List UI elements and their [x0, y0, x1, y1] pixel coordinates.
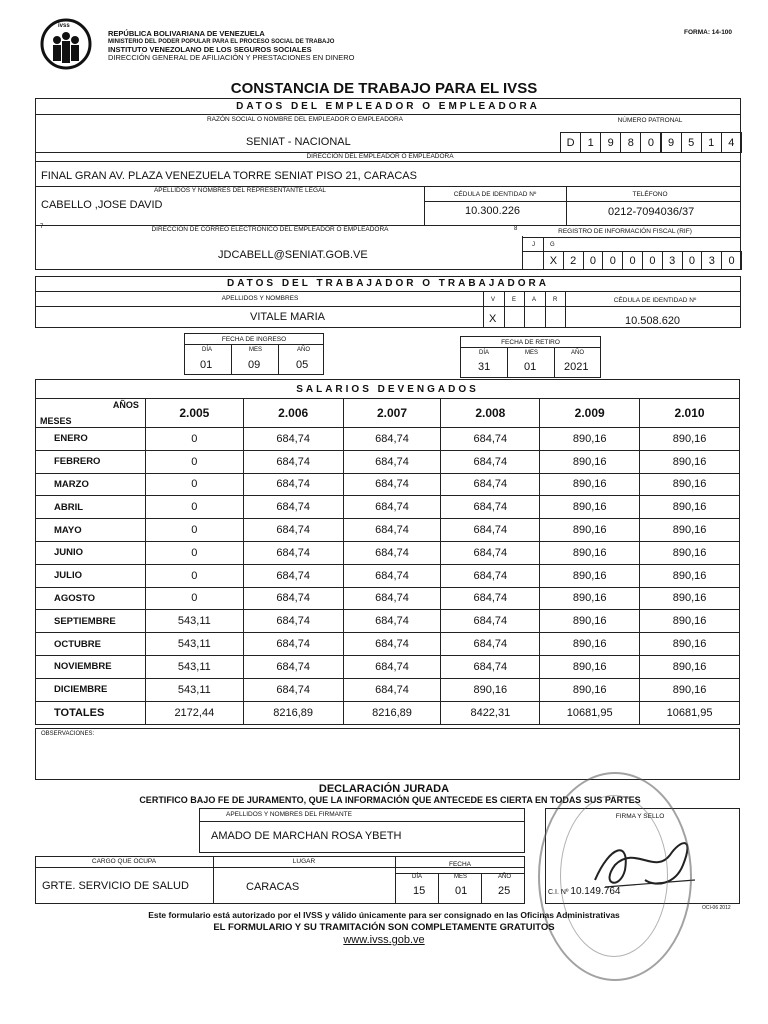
rif-digit-2: 2 [563, 251, 584, 270]
salary-cell: 684,74 [343, 633, 441, 656]
header-direction: DIRECCIÓN GENERAL DE AFILIACIÓN Y PRESTACIONES EN DINERO [108, 53, 355, 62]
correo-value: JDCABELL@SENIAT.GOB.VE [218, 249, 368, 261]
salary-cell: 684,74 [343, 496, 441, 519]
fecha-retiro-dia-label: DÍA [479, 350, 490, 356]
salary-cell: 684,74 [343, 564, 441, 587]
salary-cell: 684,74 [243, 655, 343, 678]
salary-cell: 0 [145, 541, 243, 564]
fecha-decl-mes-label: MES [454, 874, 468, 880]
rif-digit-7: 3 [662, 251, 683, 270]
salary-cell: 684,74 [441, 587, 540, 610]
footer-line1: Este formulario está autorizado por el IVSS y válido únicamente para ser consignado en las Oficinas Administrativas [148, 910, 620, 920]
worker-cedula-label: CÉDULA DE IDENTIDAD Nº [613, 297, 697, 304]
ci-firmante-label: C.I. Nº [548, 889, 569, 896]
table-row [36, 496, 740, 519]
fecha-ingreso-label: FECHA DE INGRESO [221, 336, 287, 343]
patronal-digit-5: 0 [640, 132, 661, 153]
salary-cell: 890,16 [640, 633, 740, 656]
salary-cell: 0 [145, 428, 243, 451]
anos-meses-header [36, 399, 146, 428]
header-republic: REPÚBLICA BOLIVARIANA DE VENEZUELA [108, 29, 265, 38]
ivss-logo [40, 18, 92, 70]
salary-cell: 890,16 [540, 496, 640, 519]
salary-cell: 0 [145, 587, 243, 610]
patronal-label: NÚMERO PATRONAL [617, 117, 683, 124]
page-title: CONSTANCIA DE TRABAJO PARA EL IVSS [230, 80, 538, 97]
table-row [36, 564, 740, 587]
total-cell: 10681,95 [640, 701, 740, 724]
patronal-digit-3: 9 [600, 132, 621, 153]
lugar-value: CARACAS [246, 881, 300, 893]
table-row [36, 633, 740, 656]
salary-cell: 684,74 [441, 496, 540, 519]
salary-cell: 684,74 [243, 633, 343, 656]
declaracion-title: DECLARACIÓN JURADA [318, 783, 450, 795]
salary-cell: 890,16 [640, 496, 740, 519]
fecha-ingreso-mes-label: MES [249, 347, 263, 353]
salary-cell: 684,74 [343, 450, 441, 473]
patronal-digit-2: 1 [580, 132, 601, 153]
salary-cell: 890,16 [540, 564, 640, 587]
total-cell: 8422,31 [441, 701, 540, 724]
fecha-ingreso-ano-label: AÑO [297, 347, 311, 353]
footer-url[interactable]: www.ivss.gob.ve [343, 934, 425, 946]
year-header: 2.009 [540, 399, 640, 428]
table-row [36, 610, 740, 633]
totals-label: TOTALES [36, 701, 146, 724]
total-cell: 8216,89 [343, 701, 441, 724]
salary-cell: 890,16 [640, 610, 740, 633]
year-header: 2.008 [441, 399, 540, 428]
total-cell: 2172,44 [145, 701, 243, 724]
year-header: 2.010 [640, 399, 740, 428]
month-label: NOVIEMBRE [36, 655, 146, 678]
worker-name-value: VITALE MARIA [250, 311, 325, 323]
salary-cell: 684,74 [343, 519, 441, 542]
salary-cell: 684,74 [343, 587, 441, 610]
salary-cell: 684,74 [243, 519, 343, 542]
patronal-digit-8: 1 [701, 132, 722, 153]
patronal-digit-6: 9 [661, 132, 682, 153]
rif-label: REGISTRO DE INFORMACIÓN FISCAL (RIF) [558, 228, 692, 235]
month-label: OCTUBRE [36, 633, 146, 656]
salary-cell: 890,16 [640, 428, 740, 451]
salary-cell: 543,11 [145, 678, 243, 701]
salary-cell: 0 [145, 564, 243, 587]
totals-row [36, 701, 740, 724]
salary-cell: 684,74 [441, 610, 540, 633]
salary-cell: 890,16 [540, 587, 640, 610]
worker-name-label: APELLIDOS Y NOMBRES [221, 295, 299, 302]
worker-v-label: V [491, 297, 496, 303]
cedula-rep-value: 10.300.226 [465, 205, 521, 217]
rif-j-label: J [532, 242, 535, 248]
salary-cell: 684,74 [441, 655, 540, 678]
salary-cell: 890,16 [540, 428, 640, 451]
salary-cell: 890,16 [540, 655, 640, 678]
fecha-retiro-ano-label: AÑO [571, 350, 585, 356]
salary-cell: 0 [145, 519, 243, 542]
rif-digit-6: 0 [642, 251, 663, 270]
logo-text: ivss [58, 23, 70, 29]
fecha-decl-label: FECHA [448, 861, 472, 868]
salary-cell: 684,74 [441, 564, 540, 587]
fecha-ingreso-dia-label: DÍA [202, 347, 213, 353]
telefono-label: TELÉFONO [632, 191, 668, 198]
salary-cell: 684,74 [243, 564, 343, 587]
salary-cell: 890,16 [640, 564, 740, 587]
header-ministry: MINISTERIO DEL PODER POPULAR PARA EL PROCESO SOCIAL DE TRABAJO [108, 39, 335, 45]
fecha-decl-ano-label: AÑO [498, 874, 512, 880]
salary-cell: 890,16 [640, 587, 740, 610]
representante-value: CABELLO ,JOSE DAVID [41, 199, 163, 211]
meses-label: MESES [40, 416, 72, 426]
patronal-digit-9: 4 [721, 132, 742, 153]
fecha-ingreso-ano: 05 [296, 359, 309, 371]
salary-cell: 890,16 [640, 541, 740, 564]
telefono-value: 0212-7094036/37 [608, 206, 695, 218]
footer-code: OCI-06 2012 [702, 905, 731, 911]
worker-e-label: E [512, 297, 517, 303]
fecha-decl-mes: 01 [455, 885, 468, 897]
salary-cell: 684,74 [243, 678, 343, 701]
salary-cell: 684,74 [441, 428, 540, 451]
salary-cell: 684,74 [441, 519, 540, 542]
header-institute: INSTITUTO VENEZOLANO DE LOS SEGUROS SOCIALES [108, 45, 312, 54]
month-label: DICIEMBRE [36, 678, 146, 701]
salary-cell: 684,74 [243, 496, 343, 519]
observaciones-label: OBSERVACIONES: [41, 731, 95, 737]
salary-cell: 0 [145, 473, 243, 496]
observaciones-box [35, 728, 740, 780]
direccion-value: FINAL GRAN AV. PLAZA VENEZUELA TORRE SENIAT PISO 21, CARACAS [41, 170, 417, 182]
table-row [36, 655, 740, 678]
table-row [36, 678, 740, 701]
salary-cell: 0 [145, 496, 243, 519]
table-row [36, 450, 740, 473]
worker-cedula-value: 10.508.620 [625, 315, 681, 327]
salary-cell: 543,11 [145, 610, 243, 633]
cargo-value: GRTE. SERVICIO DE SALUD [42, 880, 189, 892]
salary-table [35, 398, 740, 725]
direccion-label: DIRECCIÓN DEL EMPLEADOR O EMPLEADORA [306, 153, 454, 160]
total-cell: 8216,89 [243, 701, 343, 724]
fecha-ingreso-mes: 09 [248, 359, 261, 371]
salary-cell: 543,11 [145, 633, 243, 656]
table-row [36, 587, 740, 610]
salary-cell: 890,16 [640, 655, 740, 678]
salary-cell: 0 [145, 450, 243, 473]
patronal-digit-4: 8 [620, 132, 641, 153]
year-header: 2.005 [145, 399, 243, 428]
salary-cell: 890,16 [540, 450, 640, 473]
fecha-retiro-mes: 01 [524, 361, 537, 373]
salary-cell: 684,74 [343, 428, 441, 451]
employer-section-title: DATOS DEL EMPLEADOR O EMPLEADORA [236, 101, 540, 112]
fecha-ingreso-dia: 01 [200, 359, 213, 371]
footer-line2: EL FORMULARIO Y SU TRAMITACIÓN SON COMPLETAMENTE GRATUITOS [213, 922, 555, 933]
firmante-value: AMADO DE MARCHAN ROSA YBETH [211, 830, 402, 842]
table-row [36, 473, 740, 496]
month-label: AGOSTO [36, 587, 146, 610]
total-cell: 10681,95 [540, 701, 640, 724]
salary-cell: 890,16 [540, 678, 640, 701]
salary-cell: 684,74 [441, 450, 540, 473]
salary-cell: 684,74 [343, 610, 441, 633]
salary-cell: 890,16 [540, 610, 640, 633]
rif-digit-5: 0 [622, 251, 643, 270]
worker-r-label: R [553, 297, 558, 303]
patronal-digit-1: D [560, 132, 581, 153]
salarios-section-title: SALARIOS DEVENGADOS [296, 384, 479, 395]
anos-label: AÑOS [112, 400, 139, 410]
table-row [36, 428, 740, 451]
salary-cell: 684,74 [441, 473, 540, 496]
salary-cell: 684,74 [243, 610, 343, 633]
fecha-decl-dia-label: DÍA [412, 874, 423, 880]
form-number: FORMA: 14-100 [684, 29, 733, 36]
rif-digit-9: 3 [701, 251, 722, 270]
salary-cell: 684,74 [243, 428, 343, 451]
salary-cell: 684,74 [441, 633, 540, 656]
firma-label: FIRMA Y SELLO [615, 813, 665, 820]
salary-cell: 684,74 [243, 541, 343, 564]
rif-digit-3: 0 [583, 251, 604, 270]
worker-v-mark: X [489, 313, 497, 325]
fecha-retiro-ano: 2021 [564, 361, 589, 373]
rif-digit-1: X [543, 251, 564, 270]
salary-cell: 684,74 [441, 541, 540, 564]
declaracion-text: CERTIFICO BAJO FE DE JURAMENTO, QUE LA INFORMACIÓN QUE ANTECEDE ES CIERTA EN TODAS SUS PARTES [139, 795, 641, 805]
salary-cell: 890,16 [441, 678, 540, 701]
rif-digit-8: 0 [682, 251, 703, 270]
patronal-digit-7: 5 [681, 132, 702, 153]
worker-a-label: A [532, 297, 537, 303]
table-row [36, 519, 740, 542]
fecha-retiro-label: FECHA DE RETIRO [501, 339, 560, 346]
salary-cell: 890,16 [640, 678, 740, 701]
salary-cell: 890,16 [540, 633, 640, 656]
month-label: ABRIL [36, 496, 146, 519]
salary-cell: 890,16 [540, 541, 640, 564]
worker-section-title: DATOS DEL TRABAJADOR O TRABAJADORA [226, 278, 549, 289]
year-header: 2.006 [243, 399, 343, 428]
salary-cell: 684,74 [343, 678, 441, 701]
salary-cell: 890,16 [640, 450, 740, 473]
salary-cell: 684,74 [243, 450, 343, 473]
salary-cell: 684,74 [343, 473, 441, 496]
month-label: JUNIO [36, 541, 146, 564]
salary-cell: 543,11 [145, 655, 243, 678]
fecha-retiro-mes-label: MES [525, 350, 539, 356]
salary-cell: 890,16 [640, 519, 740, 542]
cedula-rep-label: CÉDULA DE IDENTIDAD Nº [453, 191, 537, 198]
firmante-label: APELLIDOS Y NOMBRES DEL FIRMANTE [226, 811, 352, 818]
fecha-decl-dia: 15 [413, 885, 426, 897]
lugar-label: LUGAR [292, 858, 316, 865]
year-header: 2.007 [343, 399, 441, 428]
salary-cell: 890,16 [540, 473, 640, 496]
month-label: ENERO [36, 428, 146, 451]
representante-label: APELLIDOS Y NOMBRES DEL REPRESENTANTE LEGAL [153, 187, 327, 194]
salary-cell: 684,74 [243, 587, 343, 610]
rif-digit-10: 0 [721, 251, 742, 270]
cargo-label: CARGO QUE OCUPA [91, 858, 157, 865]
rif-g-label: G [550, 242, 555, 248]
salary-cell: 890,16 [540, 519, 640, 542]
month-label: JULIO [36, 564, 146, 587]
fecha-decl-ano: 25 [498, 885, 511, 897]
salary-cell: 890,16 [640, 473, 740, 496]
correo-label: DIRECCIÓN DE CORREO ELECTRÓNICO DEL EMPLEADOR O EMPLEADORA [151, 226, 389, 233]
razon-value: SENIAT - NACIONAL [246, 136, 351, 148]
salary-cell: 684,74 [243, 473, 343, 496]
salary-cell: 684,74 [343, 655, 441, 678]
month-label: SEPTIEMBRE [36, 610, 146, 633]
table-row [36, 541, 740, 564]
ci-firmante-value: 10.149.764 [570, 886, 621, 897]
month-label: MARZO [36, 473, 146, 496]
razon-label: RAZÓN SOCIAL O NOMBRE DEL EMPLEADOR O EMPLEADORA [206, 116, 403, 123]
salary-cell: 684,74 [343, 541, 441, 564]
years-header-row [36, 399, 740, 428]
fecha-retiro-dia: 31 [478, 361, 491, 373]
month-label: FEBRERO [36, 450, 146, 473]
rif-digit-4: 0 [602, 251, 623, 270]
month-label: MAYO [36, 519, 146, 542]
